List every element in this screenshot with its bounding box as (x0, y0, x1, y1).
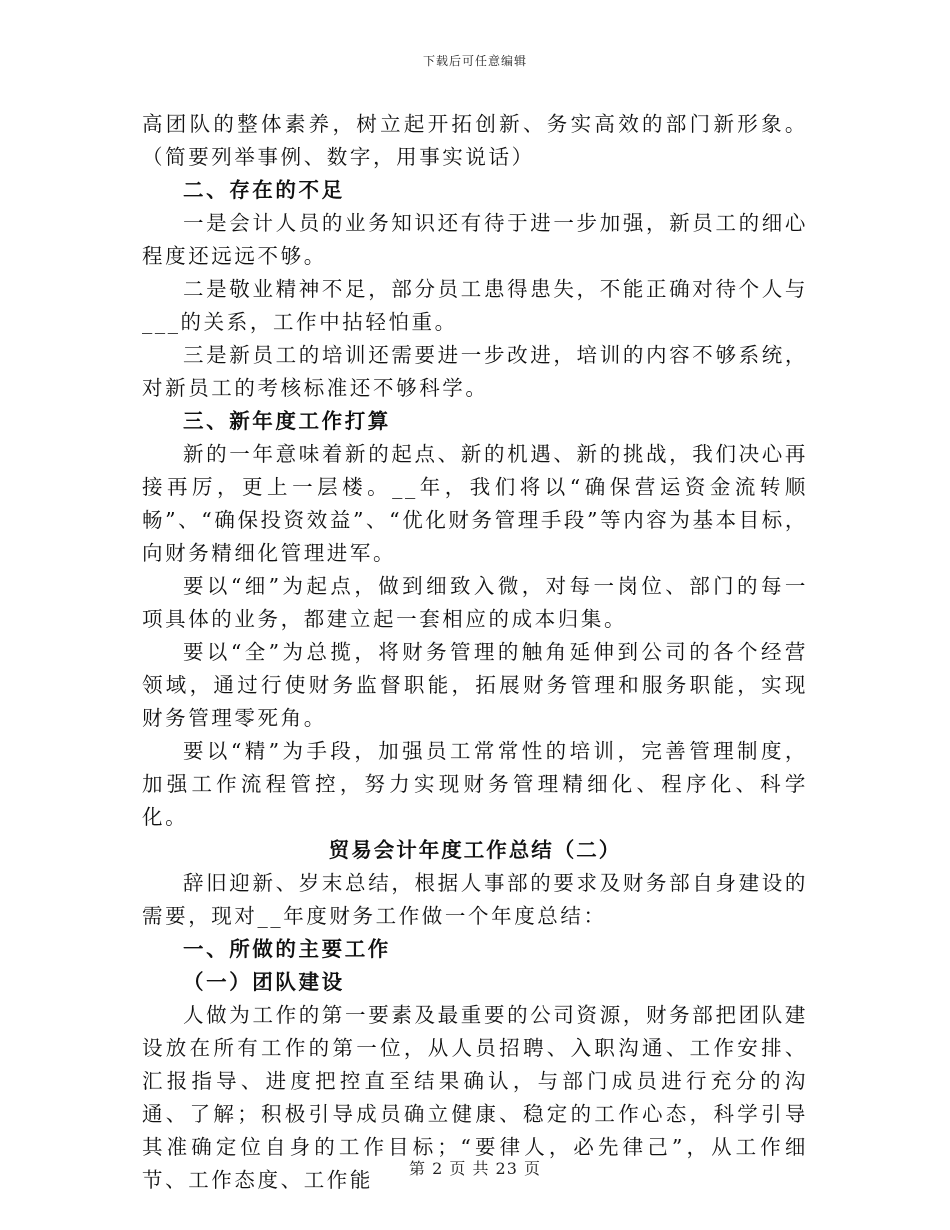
document-body (142, 108, 808, 1197)
paragraph-plan-intro: 新的一年意味着新的起点、新的机遇、新的挑战，我们决心再接再厉，更上一层楼。__年，我们将以“确保营运资金流转顺畅”、“确保投资效益”、“优化财务管理手段”等内容为基本目标，向财务精细化管理进军。 (142, 442, 808, 565)
page-footer: 第 2 页 共 23 页 (409, 1159, 541, 1178)
paragraph-shortcoming-1: 一是会计人员的业务知识还有待于进一步加强，新员工的细心程度还远远不够。 (142, 211, 808, 268)
paragraph-team-building: 人做为工作的第一要素及最重要的公司资源，财务部把团队建设放在所有工作的第一位，从人员招聘、入职沟通、工作安排、汇报指导、进度把控直至结果确认，与部门成员进行充分的沟通、了解；积极引导成员确立健康、稳定的工作心态，科学引导其准确定位自身的工作目标；“要律人，必先律己”，从工作细节、工作态度、工作能 (142, 1003, 808, 1192)
paragraph-shortcoming-2: 二是敬业精神不足，部分员工患得患失，不能正确对待个人与___的关系，工作中拈轻怕重。 (142, 277, 808, 334)
page-header: 下载后可任意编辑 (422, 54, 527, 68)
paragraph-plan-comprehensive: 要以“全”为总揽，将财务管理的触角延伸到公司的各个经营领域，通过行使财务监督职能，拓展财务管理和服务职能，实现财务管理零死角。 (142, 640, 808, 730)
paragraph-shortcoming-3: 三是新员工的培训还需要进一步改进，培训的内容不够系统，对新员工的考核标准还不够科学。 (142, 343, 808, 400)
section-heading-main-work: 一、所做的主要工作 (183, 937, 391, 961)
section-heading-shortcomings: 二、存在的不足 (183, 178, 345, 202)
paragraph-intro-continuation: 高团队的整体素养，树立起开拓创新、务实高效的部门新形象。（简要列举事例、数字，用事实说话） (142, 112, 808, 169)
section-heading-new-year-plan: 三、新年度工作打算 (183, 409, 391, 433)
paragraph-summary-intro: 辞旧迎新、岁末总结，根据人事部的要求及财务部自身建设的需要，现对__年度财务工作做一个年度总结： (142, 871, 808, 928)
paragraph-plan-precision: 要以“精”为手段，加强员工常常性的培训，完善管理制度，加强工作流程管控，努力实现财务管理精细化、程序化、科学化。 (142, 739, 808, 829)
document-title-part-two: 贸易会计年度工作总结（二） (328, 838, 622, 862)
subsection-heading-team-building: （一）团队建设 (183, 970, 345, 994)
paragraph-plan-detail: 要以“细”为起点，做到细致入微，对每一岗位、部门的每一项具体的业务，都建立起一套相应的成本归集。 (142, 574, 808, 631)
